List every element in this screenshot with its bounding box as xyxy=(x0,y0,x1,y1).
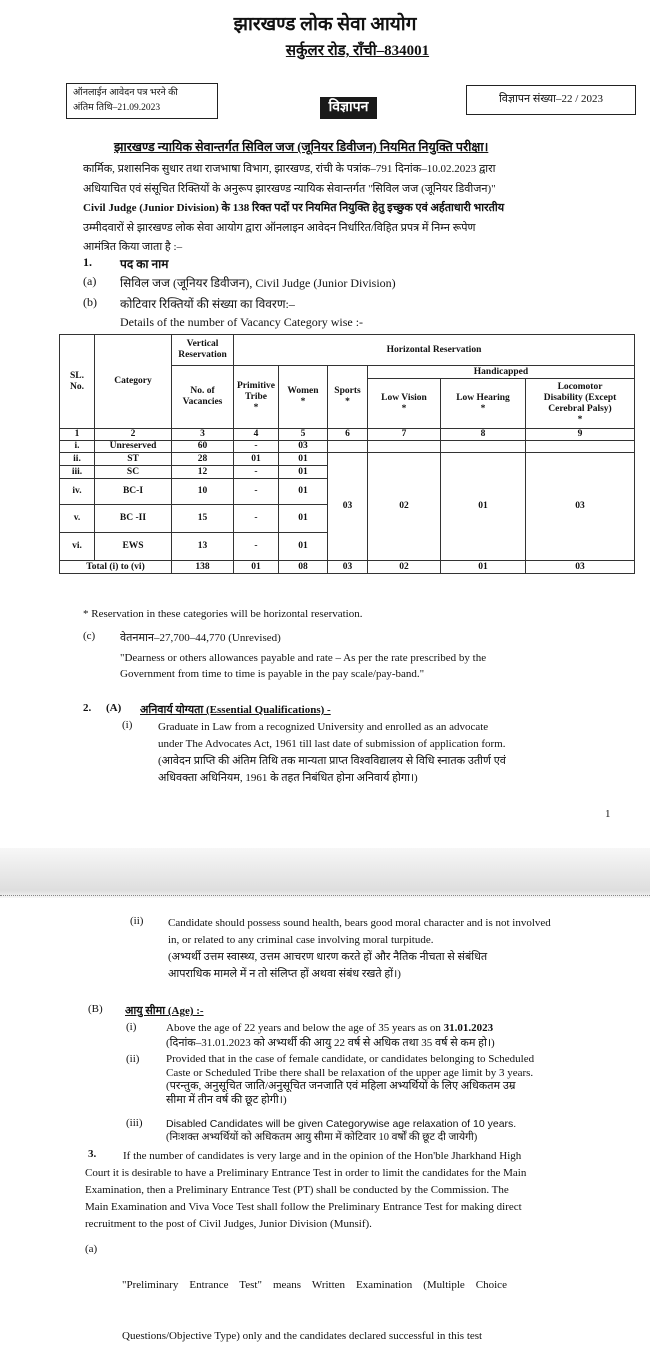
section-2-a-label: (A) xyxy=(106,702,122,714)
age-i-line-hindi: (दिनांक–31.01.2023 को अभ्यर्थी की आयु 22 वर्ष से अधिक तथा 35 वर्ष से कम हो।) xyxy=(166,1037,495,1049)
item-3a-text xyxy=(122,1243,620,1362)
cell-women: 01 xyxy=(279,453,328,466)
item-ii-line: आपराधिक मामले में न तो संलिप्त हों अथवा संबंध रखते हों।) xyxy=(168,968,401,980)
advt-number: विज्ञापन संख्या–22 / 2023 xyxy=(498,93,604,105)
intro-line: उम्मीदवारों से झारखण्ड लोक सेवा आयोग द्वारा ऑनलाइन आवेदन निर्धारित/विहित प्रपत्र में निम्न रूपेण xyxy=(83,221,476,234)
cell-total-label: Total (i) to (vi) xyxy=(60,561,172,574)
allowance-text xyxy=(120,650,620,682)
item-c-text: वेतनमान–27,700–44,770 (Unrevised) xyxy=(120,632,281,644)
cell-vacancies: 12 xyxy=(172,466,234,479)
age-ii-line: (परन्तुक, अनुसूचित जाति/अनुसूचित जनजाति एवं महिला अभ्यर्थियों के लिए अधिकतम उम्र xyxy=(166,1080,516,1092)
cell-women: 01 xyxy=(279,466,328,479)
section-3-number: 3. xyxy=(88,1148,97,1160)
deadline-line1: ऑनलाईन आवेदन पत्र भरने की xyxy=(73,88,178,98)
section-1-title: पद का नाम xyxy=(120,257,169,271)
cell-women: 03 xyxy=(279,441,328,453)
cell-category: ST xyxy=(95,453,172,466)
col-number: 3 xyxy=(172,429,234,441)
cell-total-vacancies: 138 xyxy=(172,561,234,574)
col-number: 8 xyxy=(441,429,526,441)
item-3a-line: Questions/Objective Type) only and the candidates declared successful in this test xyxy=(122,1330,483,1342)
age-i-line: Above the age of 22 years and below the age of 35 years as on xyxy=(166,1022,441,1034)
age-ii-text xyxy=(166,1053,626,1107)
cell-sl: vi. xyxy=(60,533,95,561)
item-ii-line: Candidate should possess sound health, bears good moral character and is not involved xyxy=(168,917,551,929)
cell-total-low-vision: 02 xyxy=(368,561,441,574)
org-title: झारखण्ड लोक सेवा आयोग xyxy=(233,14,417,35)
advt-number-box xyxy=(466,85,636,115)
intro-line: आमंत्रित किया जाता है :– xyxy=(83,241,183,253)
org-address: सर्कुलर रोड, राँची–834001 xyxy=(285,43,430,59)
header-locomotor: Locomotor Disability (Except Cerebral Palsy) * xyxy=(526,379,635,429)
cell-primitive-tribe: - xyxy=(234,533,279,561)
section-b-title: आयु सीमा (Age) :- xyxy=(125,1005,204,1017)
intro-paragraph xyxy=(83,160,623,258)
table-row xyxy=(60,441,635,453)
header-low-hearing: Low Hearing * xyxy=(441,379,526,429)
section-b-label: (B) xyxy=(88,1003,103,1015)
age-ii-line: सीमा में तीन वर्ष की छूट होगी।) xyxy=(166,1093,287,1106)
cell-vacancies: 28 xyxy=(172,453,234,466)
cell-category: BC-I xyxy=(95,479,172,505)
cell-total-sports: 03 xyxy=(328,561,368,574)
item-ii-label: (ii) xyxy=(130,915,144,927)
notice-label: विज्ञापन xyxy=(320,97,377,119)
age-iii-line: Disabled Candidates will be given Categorywise age relaxation of 10 years. xyxy=(166,1118,517,1130)
item-ii-text xyxy=(168,915,628,983)
item-ii-line: (अभ्यर्थी उत्तम स्वास्थ्य, उत्तम आचरण धारण करते हों और नैतिक नीचता से संबंधित xyxy=(168,951,488,963)
cell-low-vision-merged: 02 xyxy=(368,453,441,561)
table-row xyxy=(60,453,635,466)
item-b-label: (b) xyxy=(83,295,97,309)
col-number: 4 xyxy=(234,429,279,441)
vacancy-table xyxy=(59,334,635,574)
intro-line: कार्मिक, प्रशासनिक सुधार तथा राजभाषा विभाग, झारखण्ड, रांची के पत्रांक–791 दिनांक–10.02.2023 द्वारा xyxy=(83,163,496,175)
header-horizontal: Horizontal Reservation xyxy=(234,335,635,366)
cell-sports-merged: 03 xyxy=(328,453,368,561)
col-number: 7 xyxy=(368,429,441,441)
item-a-text: सिविल जज (जूनियर डिवीजन), Civil Judge (Junior Division) xyxy=(120,276,396,290)
item-i-line: under The Advocates Act, 1961 till last date of submission of application form. xyxy=(158,738,506,750)
item-i-line: (आवेदन प्राप्ति की अंतिम तिथि तक मान्यता प्राप्त विश्वविद्यालय से विधि स्नातक उतीर्ण एवं xyxy=(158,755,506,767)
section-2-title: अनिवार्य योग्यता (Essential Qualifications) - xyxy=(140,704,331,716)
cell-primitive-tribe: - xyxy=(234,466,279,479)
col-number: 2 xyxy=(95,429,172,441)
cell-primitive-tribe: - xyxy=(234,479,279,505)
item-i-text xyxy=(158,719,613,787)
header-primitive-tribe: Primitive Tribe * xyxy=(234,366,279,429)
age-i-label: (i) xyxy=(126,1021,137,1033)
cell-sl: i. xyxy=(60,441,95,453)
item-ii-line: in, or related to any criminal case involving moral turpitude. xyxy=(168,934,434,946)
cell-sl: iv. xyxy=(60,479,95,505)
section-3-line: Examination, then a Preliminary Entrance Test (PT) shall be conducted by the Commission. The xyxy=(85,1184,509,1196)
cell-category: BC -II xyxy=(95,505,172,533)
age-cutoff-date: 31.01.2023 xyxy=(443,1022,494,1034)
age-ii-label: (ii) xyxy=(126,1053,140,1065)
intro-line: अधियाचित एवं संसूचित रिक्तियों के अनुरूप झारखण्ड न्यायिक सेवान्तर्गत "सिविल जज (जूनियर डिवीजन)" xyxy=(83,182,496,195)
intro-line: Civil Judge (Junior Division) के 138 रिक्त पदों पर नियमित नियुक्ति हेतु इच्छुक एवं अर्हताधारी भारतीय xyxy=(83,202,505,214)
cell-category: EWS xyxy=(95,533,172,561)
col-number: 5 xyxy=(279,429,328,441)
cell-women: 01 xyxy=(279,479,328,505)
header-vacancies: No. of Vacancies xyxy=(172,366,234,429)
age-iii-label: (iii) xyxy=(126,1117,143,1129)
section-3-text xyxy=(85,1148,625,1233)
section-3-line: Court it is desirable to have a Preliminary Entrance Test in order to limit the candidates for the Main xyxy=(85,1167,527,1179)
item-a-label: (a) xyxy=(83,274,97,288)
item-3a-line: "Preliminary Entrance Test" means Written Examination (Multiple Choice xyxy=(122,1279,507,1291)
col-number: 1 xyxy=(60,429,95,441)
exam-title: झारखण्ड न्यायिक सेवान्तर्गत सिविल जज (जूनियर डिवीजन) नियमित नियुक्ति परीक्षा। xyxy=(114,140,489,154)
header-category: Category xyxy=(95,335,172,429)
section-3-line: If the number of candidates is very large and in the opinion of the Hon'ble Jharkhand High xyxy=(123,1150,522,1162)
age-iii-line: (निःशक्त अभ्यर्थियों को अधिकतम आयु सीमा में कोटिवार 10 वर्षों की छूट दी जायेगी) xyxy=(166,1132,478,1143)
page-break xyxy=(0,848,650,898)
item-i-line: अधिवक्ता अधिनियम, 1961 के तहत निबंधित होना अनिवार्य होगा।) xyxy=(158,772,418,784)
header-vertical: Vertical Reservation xyxy=(172,335,234,366)
page-number: 1 xyxy=(605,808,611,820)
item-c-label: (c) xyxy=(83,630,96,642)
allowance-line: Government from time to time is payable in the pay scale/pay-band." xyxy=(120,668,425,680)
cell-vacancies: 10 xyxy=(172,479,234,505)
cell-vacancies: 15 xyxy=(172,505,234,533)
header-women: Women * xyxy=(279,366,328,429)
header-sl: SL. No. xyxy=(60,335,95,429)
cell-category: SC xyxy=(95,466,172,479)
cell-sl: iii. xyxy=(60,466,95,479)
cell-primitive-tribe: - xyxy=(234,505,279,533)
cell-locomotor-merged: 03 xyxy=(526,453,635,561)
item-i-label: (i) xyxy=(122,719,133,731)
cell-total-low-hearing: 01 xyxy=(441,561,526,574)
cell-vacancies: 13 xyxy=(172,533,234,561)
cell-women: 01 xyxy=(279,505,328,533)
cell-total-locomotor: 03 xyxy=(526,561,635,574)
cell-sl: ii. xyxy=(60,453,95,466)
table-total-row xyxy=(60,561,635,574)
age-i-text xyxy=(166,1021,621,1051)
item-b-text: कोटिवार रिक्तियों की संख्या का विवरण:– xyxy=(120,297,295,311)
header-low-vision: Low Vision * xyxy=(368,379,441,429)
cell-vacancies: 60 xyxy=(172,441,234,453)
cell-women: 01 xyxy=(279,533,328,561)
allowance-line: "Dearness or others allowances payable and rate – As per the rate prescribed by the xyxy=(120,652,487,664)
age-iii-text xyxy=(166,1117,621,1145)
cell-primitive-tribe: 01 xyxy=(234,453,279,466)
cell-category: Unreserved xyxy=(95,441,172,453)
section-2-number: 2. xyxy=(83,702,92,714)
section-1-number: 1. xyxy=(83,255,92,269)
col-number: 6 xyxy=(328,429,368,441)
header-sports: Sports * xyxy=(328,366,368,429)
section-3-line: Main Examination and Viva Voce Test shall follow the Preliminary Entrance Test for making direct xyxy=(85,1201,522,1213)
age-ii-line: Provided that in the case of female candidate, or candidates belonging to Scheduled xyxy=(166,1053,535,1065)
table-footnote: * Reservation in these categories will be horizontal reservation. xyxy=(83,608,363,620)
cell-sl: v. xyxy=(60,505,95,533)
col-number: 9 xyxy=(526,429,635,441)
cell-primitive-tribe: - xyxy=(234,441,279,453)
cell-low-hearing-merged: 01 xyxy=(441,453,526,561)
deadline-box xyxy=(66,83,218,119)
item-3a-label: (a) xyxy=(85,1243,98,1255)
age-ii-line: Caste or Scheduled Tribe there shall be relaxation of the upper age limit by 3 years. xyxy=(166,1066,534,1079)
cell-total-women: 08 xyxy=(279,561,328,574)
cell-total-primitive-tribe: 01 xyxy=(234,561,279,574)
section-3-line: recruitment to the post of Civil Judges, Junior Division (Munsif). xyxy=(85,1218,372,1230)
deadline-line2: अंतिम तिथि–21.09.2023 xyxy=(73,103,161,113)
item-b-text-en: Details of the number of Vacancy Category wise :- xyxy=(120,315,364,329)
item-i-line: Graduate in Law from a recognized University and enrolled as an advocate xyxy=(158,721,489,733)
header-handicapped: Handicapped xyxy=(368,366,635,379)
